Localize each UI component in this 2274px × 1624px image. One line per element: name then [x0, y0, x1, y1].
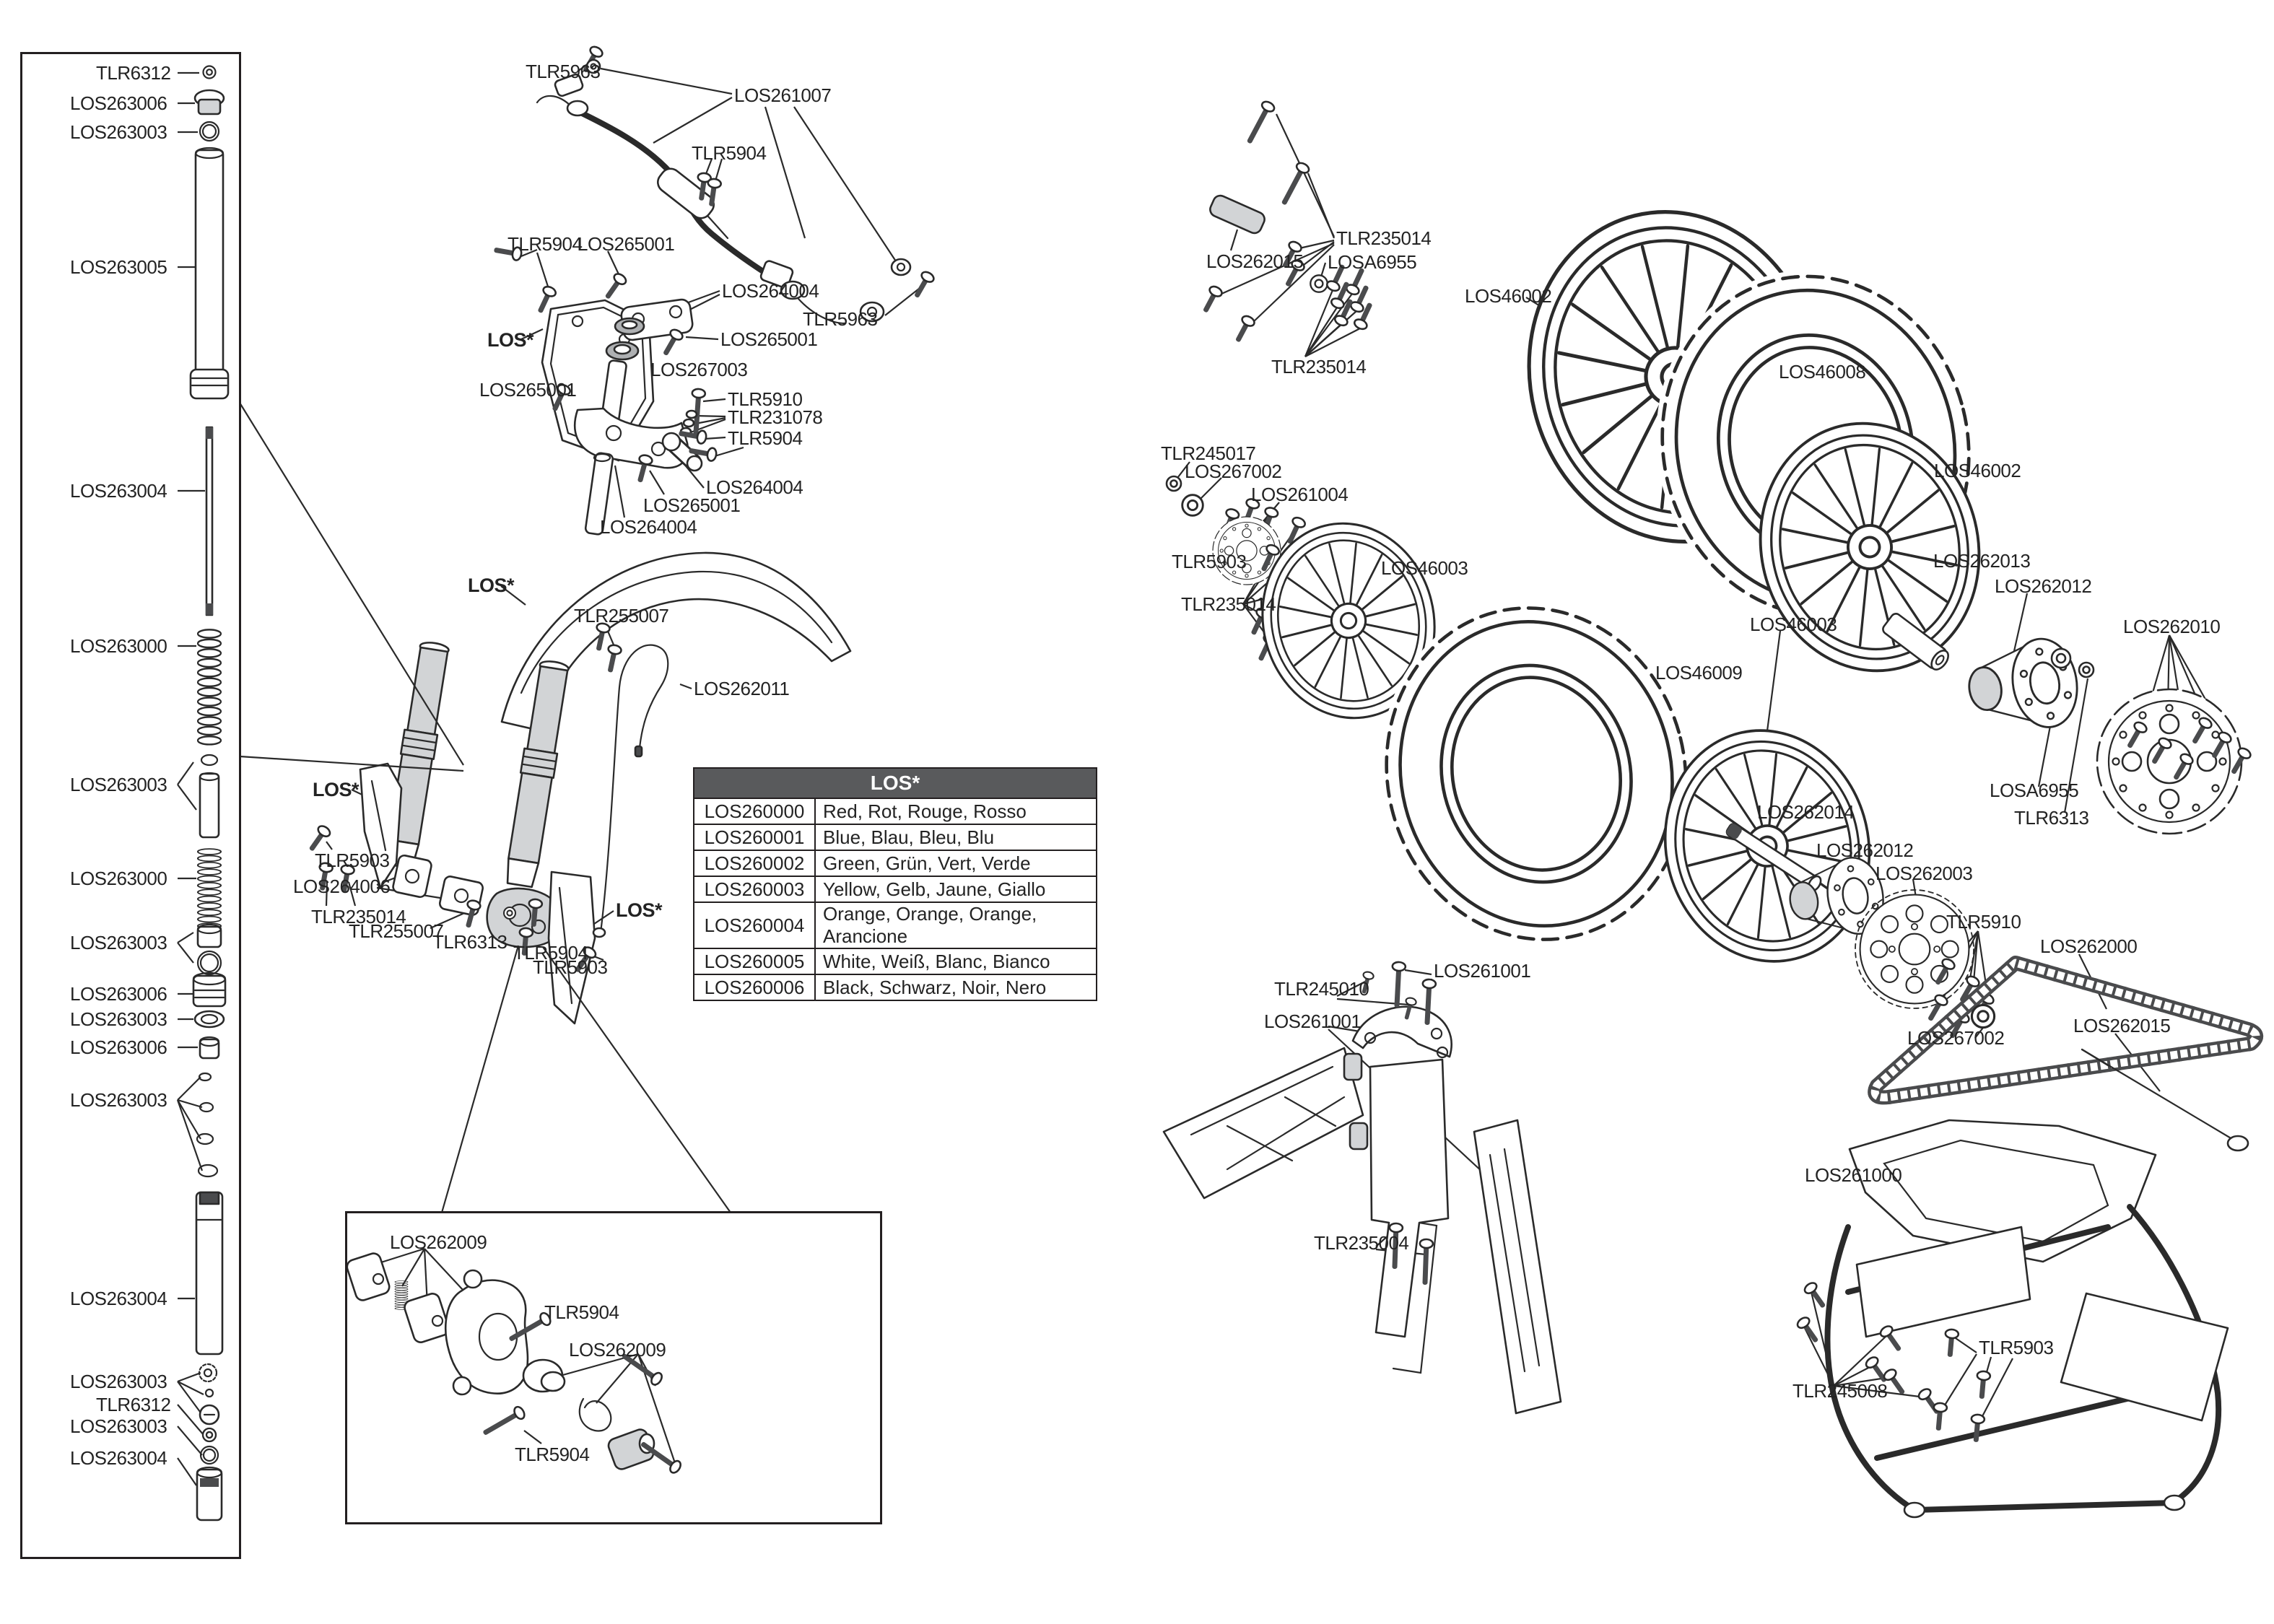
color-part-number: LOS260000: [694, 798, 815, 824]
part-label: LOS262009: [569, 1339, 666, 1361]
part-label: LOS46002: [1934, 460, 2021, 481]
part-label: TLR6313: [2014, 807, 2089, 829]
part-label: TLR255007: [349, 920, 444, 942]
color-table-row: [694, 948, 1097, 974]
color-part-number: LOS260004: [694, 902, 815, 948]
part-label: LOS262012: [1816, 839, 1914, 861]
color-part-number: LOS260003: [694, 876, 815, 902]
part-label: TLR235004: [1314, 1232, 1409, 1254]
part-label: LOS*: [313, 779, 360, 800]
color-description: Red, Rot, Rouge, Rosso: [815, 798, 1097, 824]
part-label: TLR5963: [803, 308, 878, 330]
color-table-body: [694, 798, 1097, 1000]
part-label: LOSA6955: [1990, 780, 2079, 801]
part-label: LOS263005: [70, 256, 167, 278]
part-label: TLR245017: [1161, 442, 1256, 464]
part-label: LOS262014: [1757, 801, 1855, 823]
launch-stand-assembly: [1164, 962, 1561, 1413]
part-label: LOS263004: [70, 480, 167, 502]
part-label: LOS263000: [70, 635, 167, 657]
part-label: LOS263006: [70, 983, 167, 1005]
part-label: LOS267003: [650, 359, 748, 380]
part-label: TLR5903: [315, 850, 390, 871]
part-label: LOS*: [487, 329, 534, 351]
color-table-row: [694, 850, 1097, 876]
color-description: Yellow, Gelb, Jaune, Giallo: [815, 876, 1097, 902]
color-table-row: [694, 824, 1097, 850]
part-label: LOS262009: [390, 1231, 487, 1253]
part-label: LOS261000: [1805, 1164, 1902, 1186]
part-label: TLR5903: [1172, 551, 1247, 572]
part-label: LOS262012: [1995, 575, 2092, 597]
part-label: LOS*: [616, 899, 663, 921]
part-label: TLR235014: [1181, 593, 1276, 615]
part-label: LOS262013: [1933, 550, 2031, 572]
part-label: TLR5910: [1946, 911, 2021, 933]
part-label: LOS264004: [600, 516, 697, 538]
part-label: LOS262010: [2123, 616, 2221, 637]
part-label: TLR255007: [574, 605, 669, 627]
part-label: TLR235014: [1271, 356, 1367, 377]
fork-internals-inset-box: [20, 52, 241, 1559]
part-label: LOS*: [468, 575, 515, 596]
part-label: TLR5904: [515, 1444, 590, 1465]
part-label: LOS262011: [694, 678, 790, 699]
part-label: LOS261004: [1251, 484, 1349, 505]
part-label: TLR5910: [728, 388, 803, 410]
color-description: Black, Schwarz, Noir, Nero: [815, 974, 1097, 1000]
part-label: LOS46002: [1465, 285, 1552, 307]
part-label: LOS263003: [70, 1008, 167, 1030]
part-label: TLR5904: [692, 142, 767, 164]
part-label: LOS265001: [720, 328, 818, 350]
part-label: TLR5904: [544, 1301, 619, 1323]
color-table-row: [694, 876, 1097, 902]
color-table-row: [694, 902, 1097, 948]
part-label: LOS46003: [1381, 557, 1468, 579]
part-label: TLR245008: [1792, 1380, 1888, 1402]
color-part-number: LOS260001: [694, 824, 815, 850]
part-label: TLR6312: [96, 62, 171, 84]
part-label: LOS264006: [293, 876, 391, 897]
color-table-row: [694, 798, 1097, 824]
part-label: LOS262015: [1206, 250, 1304, 272]
part-label: LOS263003: [70, 774, 167, 795]
part-label: LOSA6955: [1328, 251, 1417, 273]
color-part-number: LOS260002: [694, 850, 815, 876]
part-label: LOS46003: [1750, 614, 1837, 635]
part-label: LOS46009: [1655, 662, 1743, 684]
part-label: LOS261001: [1264, 1010, 1362, 1032]
part-label: LOS263003: [70, 1089, 167, 1111]
color-options-table: [693, 767, 1097, 1001]
part-label: LOS265001: [643, 494, 741, 516]
part-label: LOS264004: [722, 280, 819, 302]
part-label: LOS261001: [1434, 960, 1531, 982]
part-label: TLR5904: [507, 233, 583, 255]
part-label: LOS267002: [1185, 460, 1282, 482]
part-label: LOS263006: [70, 1036, 167, 1058]
part-label: LOS262015: [2073, 1015, 2171, 1036]
axle-screw: [2082, 1049, 2248, 1151]
part-label: LOS264004: [706, 476, 803, 498]
color-description: Green, Grün, Vert, Verde: [815, 850, 1097, 876]
part-label: TLR235014: [311, 906, 406, 927]
part-label: LOS46008: [1779, 361, 1866, 383]
part-label: LOS265001: [479, 379, 577, 401]
part-label: TLR5963: [526, 61, 601, 82]
part-label: LOS263003: [70, 932, 167, 953]
part-label: LOS263000: [70, 868, 167, 889]
part-label: TLR5903: [533, 956, 608, 978]
part-label: TLR5904: [728, 427, 803, 449]
part-label: LOS261007: [734, 84, 832, 106]
part-label: LOS263003: [70, 1415, 167, 1437]
color-part-number: LOS260005: [694, 948, 815, 974]
color-description: Orange, Orange, Orange, Arancione: [815, 902, 1097, 948]
part-label: LOS263004: [70, 1447, 167, 1469]
part-label: TLR6313: [432, 931, 507, 953]
color-part-number: LOS260006: [694, 974, 815, 1000]
color-table-row: [694, 974, 1097, 1000]
part-label: LOS262003: [1876, 863, 1973, 884]
part-label: TLR5903: [1979, 1337, 2054, 1358]
part-label: LOS267002: [1907, 1027, 2005, 1049]
part-label: LOS265001: [578, 233, 675, 255]
part-label: LOS262000: [2040, 935, 2138, 957]
part-label: LOS263003: [70, 1371, 167, 1392]
part-label: TLR6312: [96, 1394, 171, 1415]
part-label: LOS263004: [70, 1288, 167, 1309]
brake-caliper-inset-box: [345, 1211, 882, 1524]
color-description: Blue, Blau, Bleu, Blu: [815, 824, 1097, 850]
color-table-header: LOS*: [694, 768, 1097, 798]
part-label: LOS263006: [70, 92, 167, 114]
part-label: TLR235014: [1336, 227, 1432, 249]
part-label: TLR5904: [513, 942, 588, 964]
part-label: TLR245010: [1274, 978, 1369, 1000]
part-label: TLR231078: [728, 406, 823, 428]
part-label: LOS263003: [70, 121, 167, 143]
color-description: White, Weiß, Blanc, Bianco: [815, 948, 1097, 974]
